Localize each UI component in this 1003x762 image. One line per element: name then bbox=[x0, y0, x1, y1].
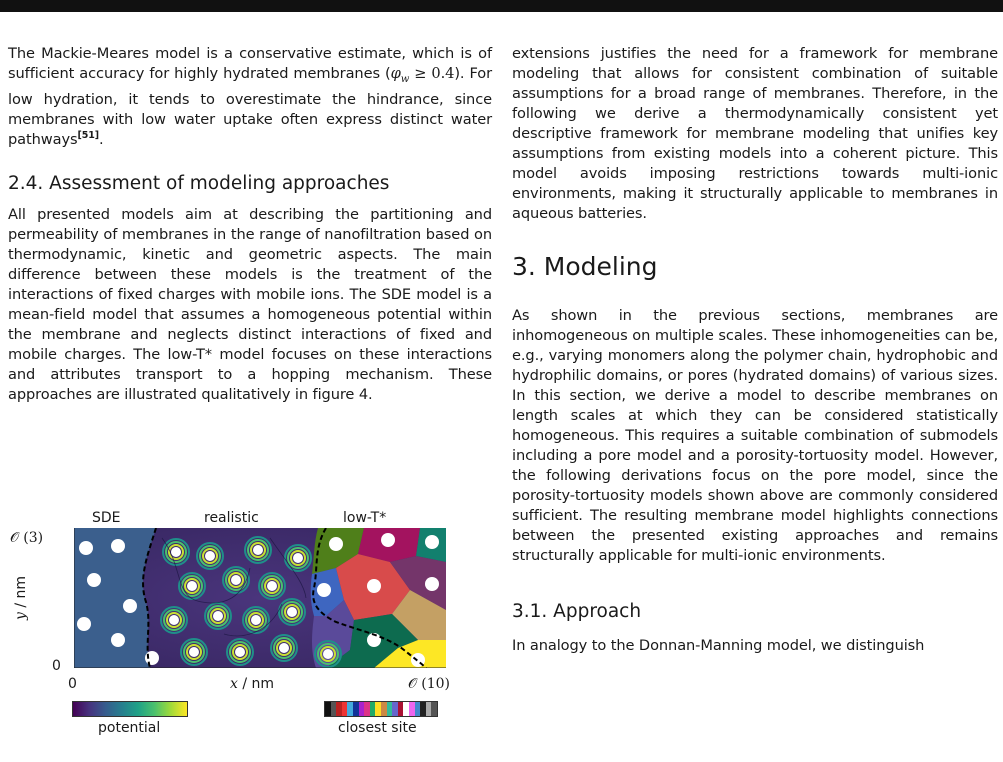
section-heading-2-4: 2.4. Assessment of modeling approaches bbox=[8, 172, 390, 194]
paragraph-modeling: As shown in the previous sections, membranes are inhomogeneous on multiple scales. These inhomogeneities can be, e.g., varying monomers along the polymer chain, hydrophobic and hydrophilic domains, or pores (hydrated domains) of various sizes. In this section, we derive a model to describe membranes on length scales at which they can be considered statistically homogeneous. This requires a suitable combination of submodels including a pore model and a porosity-tortuosity model. However, the following derivations focus on the pore model, since the porosity-tortuosity models shown above are commonly considered sufficient. The resulting membrane model highlights connections between the presented existing approaches and remains structurally applicable for multi-ionic environments. bbox=[512, 307, 998, 564]
colorbar-closest-site bbox=[324, 701, 438, 717]
math-symbol: φ bbox=[390, 65, 401, 82]
colorbar-potential bbox=[72, 701, 188, 717]
y-axis-label bbox=[13, 576, 29, 620]
left-column bbox=[8, 44, 492, 405]
label-low-t: low-T* bbox=[343, 510, 387, 526]
label-sde: SDE bbox=[92, 510, 121, 526]
x-axis-label bbox=[230, 676, 274, 692]
page-top-rule bbox=[0, 0, 1003, 12]
colorbar-potential-label: potential bbox=[98, 720, 161, 736]
paragraph-mackie-meares bbox=[8, 44, 492, 150]
math-inequality: ≥ 0.4 bbox=[409, 65, 455, 82]
text-span: The Mackie-Meares model is a conservative estimate, which is of sufficient accuracy for highly hydrated membranes ( bbox=[8, 45, 492, 82]
text-span: . bbox=[99, 130, 104, 148]
x-tick-left: 0 bbox=[68, 676, 77, 692]
math-subscript: w bbox=[400, 73, 410, 85]
paragraph-framework: extensions justifies the need for a framework for membrane modeling that allows for consistent combination of suitable assumptions for a broad range of membranes. Therefore, in the following we derive a thermodynamically consistent yet descriptive framework for membrane modeling that unifies key assumptions from existing models into a coherent picture. This model avoids imposing restrictions towards multi-ionic environments, making it structurally applicable to membranes in aqueous batteries. bbox=[512, 45, 998, 222]
colorbar-site-label: closest site bbox=[338, 720, 417, 736]
y-tick-bottom: 0 bbox=[52, 658, 61, 674]
text-span: ). For low hydration, it tends to overestimate the hindrance, since membranes with low water uptake often express distinct water pathways bbox=[8, 65, 492, 148]
x-tick-right: 𝒪 (10) bbox=[408, 676, 451, 692]
paragraph-assessment: All presented models aim at describing the partitioning and permeability of membranes in the range of nanofiltration based on thermodynamic, kinetic and geometric aspects. The main difference between these models is the treatment of the interactions of fixed charges with mobile ions. The SDE model is a mean-field model that assumes a homogeneous potential within the membrane and neglects distinct interactions of fixed and mobile charges. The low-T* model focuses on these interactions and attributes transport to a hopping mechanism. These approaches are illustrated qualitatively in figure 4. bbox=[8, 205, 492, 403]
right-column bbox=[512, 44, 998, 656]
paragraph-approach: In analogy to the Donnan-Manning model, we distinguish bbox=[512, 637, 925, 654]
x-axis-unit: / nm bbox=[237, 676, 275, 692]
label-realistic: realistic bbox=[204, 510, 259, 526]
citation[interactable]: [51] bbox=[77, 129, 100, 141]
section-heading-3: 3. Modeling bbox=[512, 252, 658, 281]
membrane-illustration bbox=[74, 528, 446, 668]
y-axis-unit: / nm bbox=[13, 575, 29, 613]
math-phi-w bbox=[390, 65, 410, 85]
section-heading-3-1: 3.1. Approach bbox=[512, 601, 642, 622]
figure-4 bbox=[8, 508, 492, 758]
y-axis-var: y bbox=[13, 612, 29, 620]
x-axis-var: x bbox=[230, 676, 238, 692]
y-tick-top: 𝒪 (3) bbox=[10, 530, 44, 546]
